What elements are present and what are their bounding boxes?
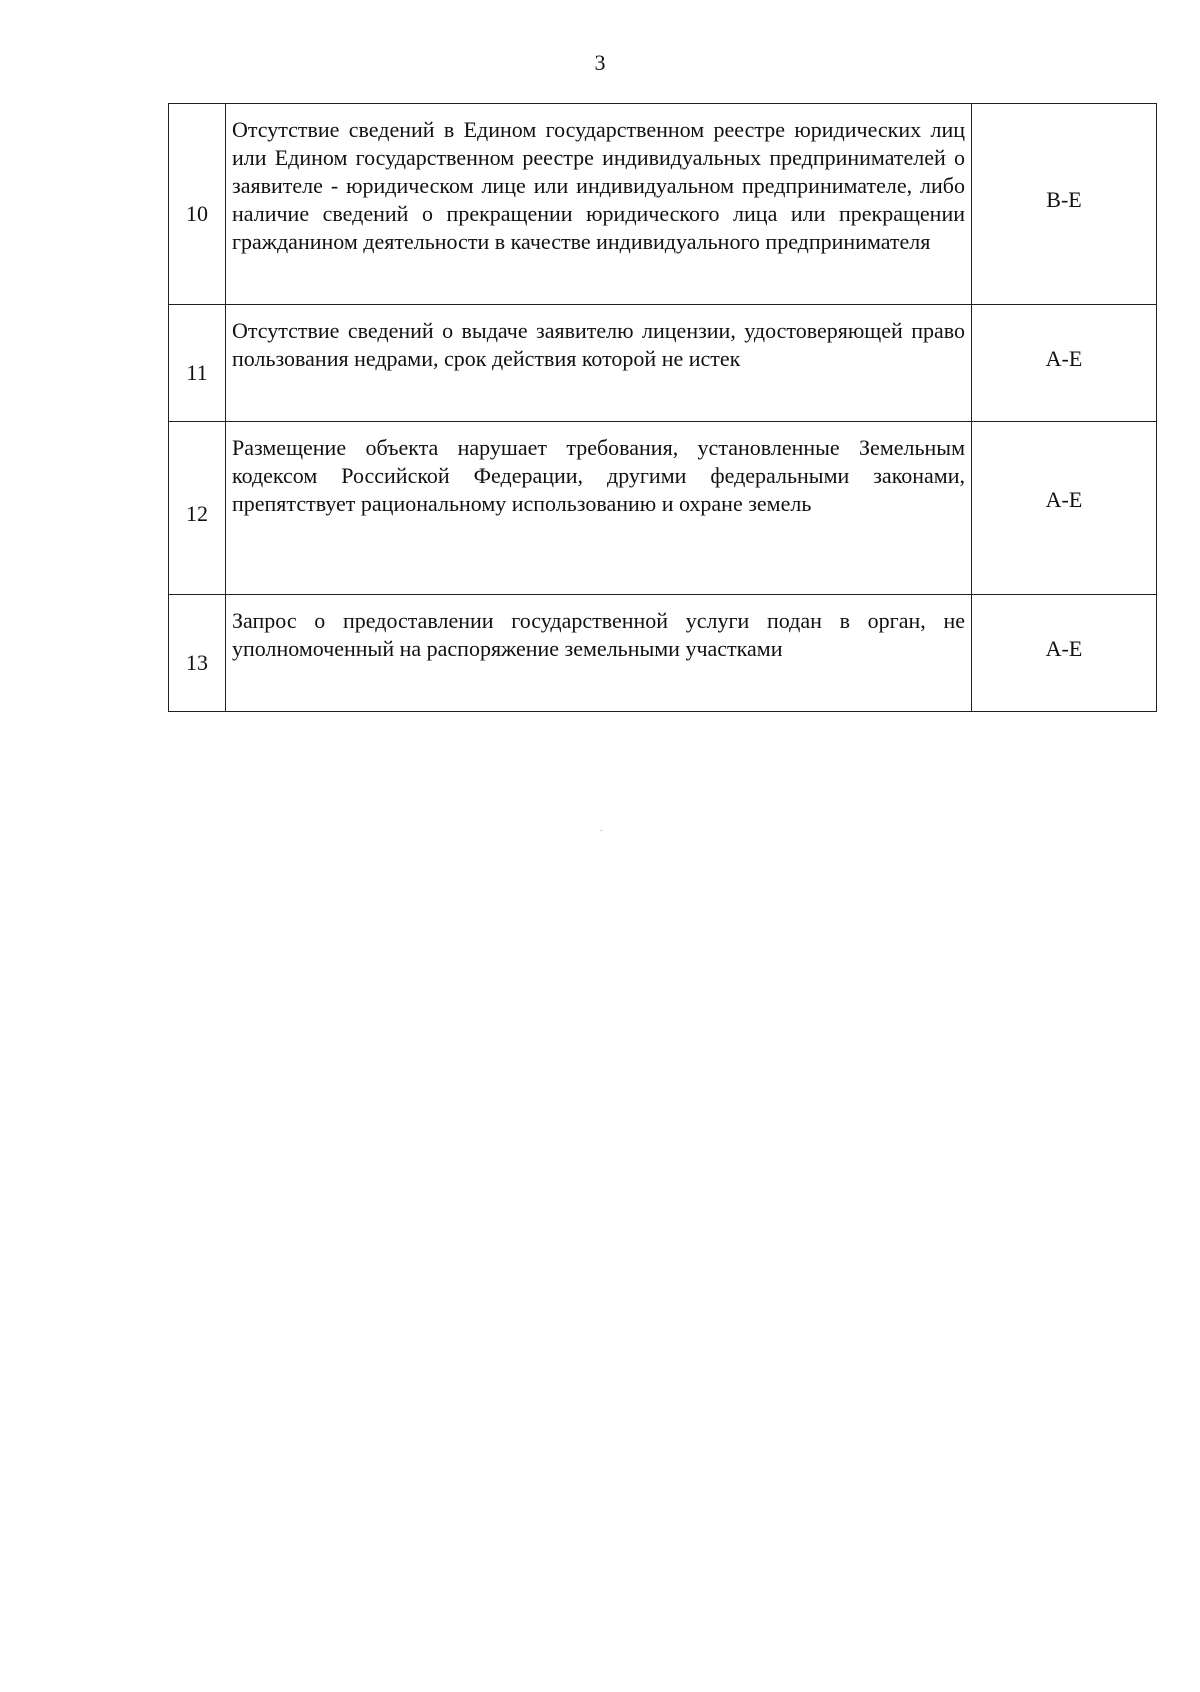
row-number: 13 xyxy=(186,650,208,675)
row-code: А-Е xyxy=(1045,636,1083,661)
page-number: 3 xyxy=(594,50,606,75)
row-number-cell xyxy=(169,422,226,595)
row-code-cell xyxy=(972,305,1157,422)
row-number: 12 xyxy=(186,501,208,526)
scan-speck xyxy=(600,830,602,831)
row-code: А-Е xyxy=(1045,487,1083,512)
conditions-table xyxy=(168,103,1157,712)
row-description: Запрос о предоставлении государственной услуги подан в орган, не уполномоченный на распоряжение земельными участками xyxy=(226,595,972,712)
table-row xyxy=(169,104,1157,305)
row-code-cell xyxy=(972,104,1157,305)
row-code-cell xyxy=(972,595,1157,712)
row-number-cell xyxy=(169,305,226,422)
row-code: В-Е xyxy=(1046,187,1082,212)
row-description: Размещение объекта нарушает требования, установленные Земельным кодексом Российской Федерации, другими федеральными законами, препятствует рациональному использованию и охране земель xyxy=(226,422,972,595)
table-row xyxy=(169,595,1157,712)
table-row xyxy=(169,422,1157,595)
row-description: Отсутствие сведений о выдаче заявителю лицензии, удостоверяющей право пользования недрами, срок действия которой не истек xyxy=(226,305,972,422)
row-code: А-Е xyxy=(1045,346,1083,371)
row-code-cell xyxy=(972,422,1157,595)
table-row xyxy=(169,305,1157,422)
row-number-cell xyxy=(169,595,226,712)
row-description: Отсутствие сведений в Едином государственном реестре юридических лиц или Едином государственном реестре индивидуальных предпринимателей о заявителе - юридическом лице или индивидуальном предпринимателе, либо наличие сведений о прекращении юридического лица или прекращении гражданином деятельности в качестве индивидуального предпринимателя xyxy=(226,104,972,305)
row-number-cell xyxy=(169,104,226,305)
row-number: 11 xyxy=(186,360,208,385)
row-number: 10 xyxy=(186,201,208,226)
